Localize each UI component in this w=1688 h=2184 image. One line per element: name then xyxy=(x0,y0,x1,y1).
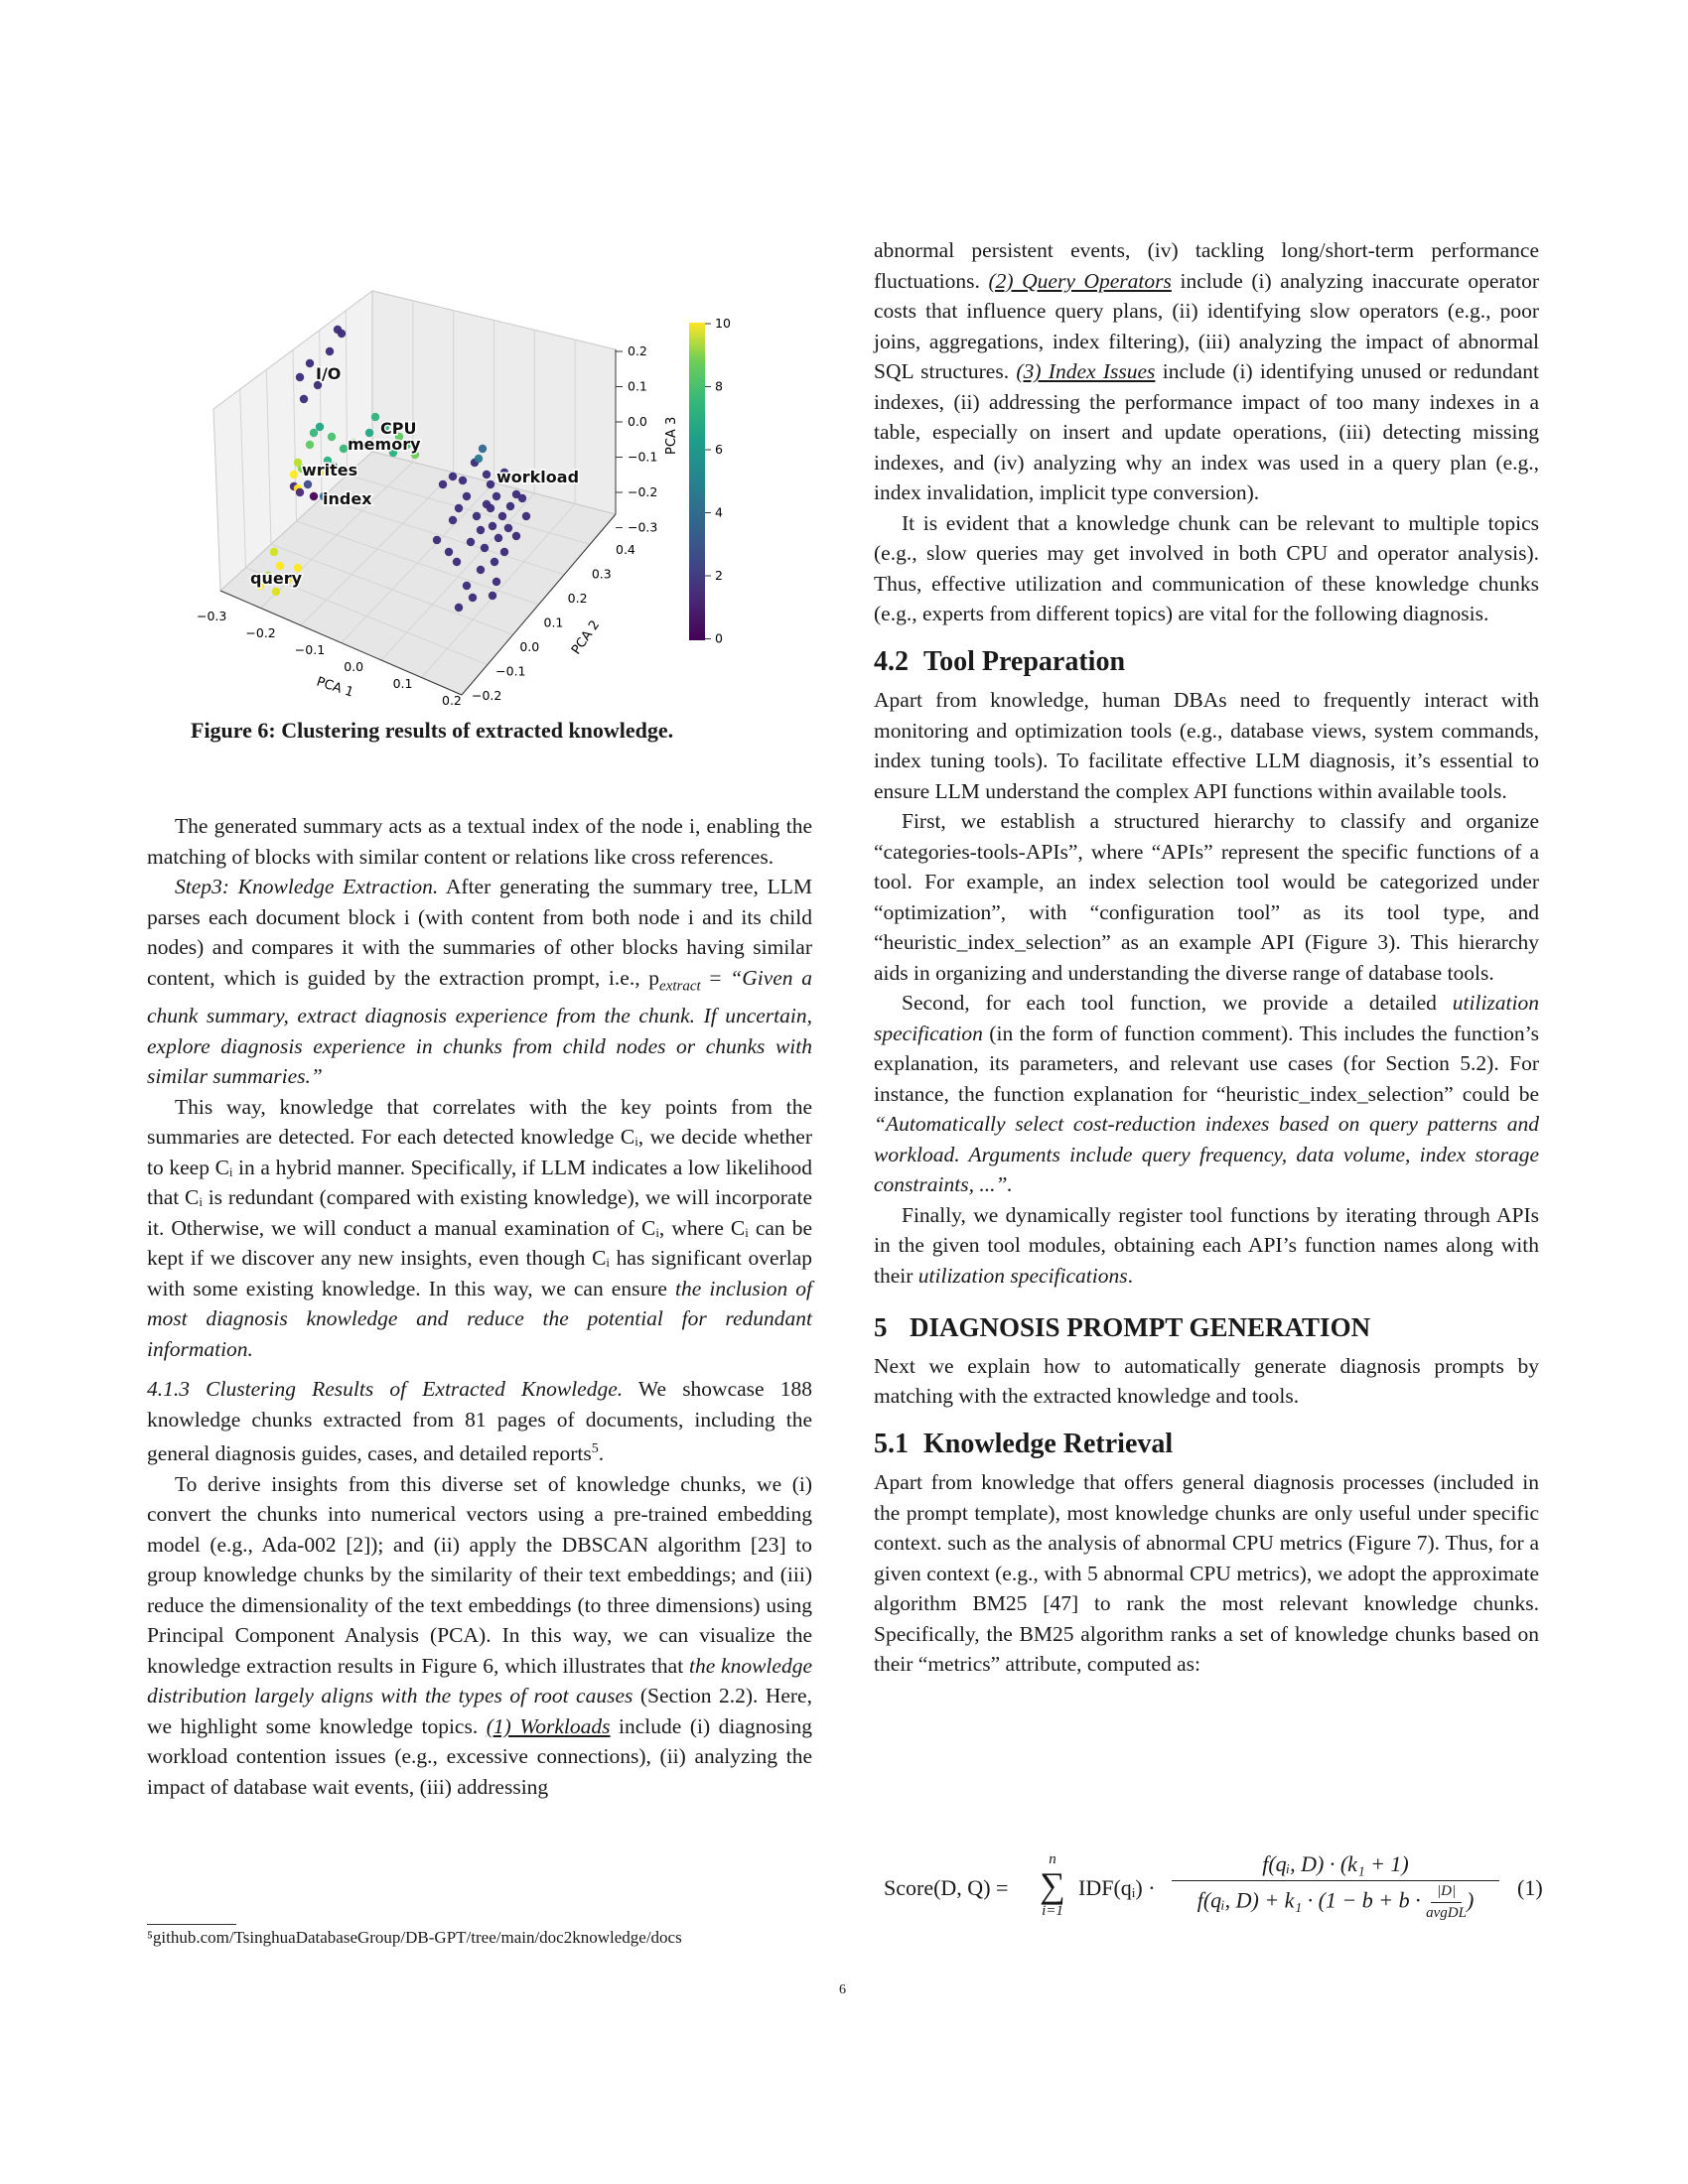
colorbar-tick-label: 4 xyxy=(715,504,723,520)
cluster-label-writes: writes xyxy=(302,461,358,479)
data-point xyxy=(455,604,463,612)
paragraph-summary-index: The generated summary acts as a textual index of the node i, enabling the matching of blocks with similar content or relations like cross references. xyxy=(147,814,812,869)
section-5-1-number: 5.1 xyxy=(874,1428,909,1459)
data-point xyxy=(300,395,308,403)
paragraph-retrieval: Apart from knowledge that offers general diagnosis processes (included in the prompt template), most knowledge chunks are only useful under specific context. such as the analysis of abnormal CPU metrics (Figure 7). Thus, for a given context (e.g., with 5 abnormal CPU metrics), we adopt the approximate algorithm BM25 [47] to rank the most relevant knowledge chunks. Specifically, the BM25 algorithm ranks a set of knowledge chunks based on their “metrics” attribute, computed as: xyxy=(874,1470,1539,1676)
cluster-label-index: index xyxy=(323,489,372,508)
data-point xyxy=(522,512,530,520)
eq-numerator: f(qᵢ, D) · (k₁ + 1) xyxy=(1172,1851,1499,1881)
paragraph-topics-cont xyxy=(874,235,1539,508)
data-point xyxy=(489,522,496,530)
data-point xyxy=(316,423,324,431)
data-point xyxy=(479,445,487,453)
section-5-1-title: Knowledge Retrieval xyxy=(923,1428,1174,1459)
data-point xyxy=(306,441,314,449)
data-point xyxy=(491,558,498,566)
data-point xyxy=(453,558,461,566)
section-5-number: 5 xyxy=(874,1312,888,1342)
z-tick-label: 0.1 xyxy=(628,378,647,394)
x-tick-label: −0.1 xyxy=(294,642,326,657)
insights-text: To derive insights from this diverse set of knowledge chunks, we (i) convert the chunks into numerical vectors using a pre-trained embedding model (e.g., Ada-002 [2]); and (ii) apply the DBSCAN algorithm [23] to group knowledge chunks by the similarity of their text embeddings; and (iii) reduce the dimensionality of the text embeddings (to three dimensions) using Principal Component Analysis (PCA). In this way, we can visualize the knowledge extraction results in Figure 6, which illustrates that xyxy=(147,1471,812,1678)
cluster-label-workload: workload xyxy=(496,468,580,486)
eq-denominator xyxy=(1172,1881,1499,1922)
data-point xyxy=(455,504,463,512)
data-point xyxy=(475,455,483,463)
extraction-prompt-quote: “Given a chunk summary, extract diagnosis experience from the chunk. If uncertain, explore diagnosis experience in chunks from child nodes or chunks with similar summaries.” xyxy=(147,965,812,1089)
colorbar-ticks xyxy=(705,316,731,646)
data-point xyxy=(463,492,471,500)
register-end: . xyxy=(1127,1263,1133,1288)
x-tick-label: −0.3 xyxy=(197,609,227,623)
spec-text: Second, for each tool function, we provide a detailed xyxy=(902,991,1453,1015)
paragraph-specification xyxy=(874,988,1539,1200)
clustering-end: . xyxy=(598,1441,605,1466)
data-point xyxy=(445,548,453,556)
eq-sum-upper: n xyxy=(1049,1851,1056,1867)
z-tick-label: 0.2 xyxy=(628,343,647,358)
index-issues-topic: (3) Index Issues xyxy=(1016,359,1156,383)
section-4-2-number: 4.2 xyxy=(874,645,909,677)
y-tick-label: −0.1 xyxy=(495,663,526,679)
data-point xyxy=(371,413,379,421)
eq-lhs: Score(D, Q) = xyxy=(884,1875,1009,1900)
paragraph-clustering xyxy=(147,1374,812,1469)
colorbar xyxy=(689,323,705,640)
data-point xyxy=(477,566,485,574)
y-tick-label: 0.3 xyxy=(591,566,612,582)
data-point xyxy=(449,516,457,524)
data-point xyxy=(306,359,314,367)
step3-text: After generating the summary tree, LLM parses each document block i (with content from both node i and its child nodes) and compares it with the summaries of other blocks having similar content, which is guided by the extraction prompt, i.e., p xyxy=(147,875,813,990)
data-point xyxy=(449,473,457,480)
data-point xyxy=(494,534,502,542)
section-4-2-title: Tool Preparation xyxy=(923,645,1126,677)
data-point xyxy=(483,500,491,508)
figure-caption: Figure 6: Clustering results of extracted knowledge. xyxy=(191,718,674,743)
eq-den-text: f(qᵢ, D) + k₁ · (1 − b + b · xyxy=(1196,1887,1427,1913)
data-point xyxy=(296,488,304,496)
section-4-2-heading xyxy=(874,647,1539,678)
subsection-4-1-3-heading: 4.1.3 Clustering Results of Extracted Knowledge. xyxy=(147,1377,624,1402)
data-point xyxy=(473,512,481,520)
eq-dl-den: avgDL xyxy=(1426,1905,1467,1921)
data-point xyxy=(489,592,496,600)
bm25-equation xyxy=(884,1851,1544,1931)
footnote: ⁵github.com/TsinghuaDatabaseGroup/DB-GPT/tree/main/doc2knowledge/docs xyxy=(147,1928,682,1947)
paragraph-step3 xyxy=(147,872,812,1092)
data-point xyxy=(304,480,312,488)
hybrid-emphasis: the inclusion of most diagnosis knowledge and reduce the potential for redundant information. xyxy=(147,1276,812,1361)
paragraph-hierarchy: First, we establish a structured hierarchy to classify and organize “categories-tools-APIs”, where “APIs” represent the specific functions of a tool. For example, an index selection tool would be categorized under “optimization”, with “configuration tool” as its tool type, and “heuristic_index_selection” as an example API (Figure 3). This hierarchy aids in organizing and understanding the diverse range of database tools. xyxy=(874,809,1539,985)
data-point xyxy=(270,548,278,556)
data-point xyxy=(506,502,514,510)
paragraph-register xyxy=(874,1200,1539,1292)
data-point xyxy=(328,433,336,441)
data-point xyxy=(433,536,441,544)
data-point xyxy=(340,445,348,453)
data-point xyxy=(481,544,489,552)
data-point xyxy=(504,524,512,532)
section-5-heading xyxy=(874,1312,1539,1343)
eq-dl-fraction xyxy=(1426,1883,1467,1922)
z-axis-label: PCA 3 xyxy=(664,416,679,455)
eq-sum-lower: i=1 xyxy=(1042,1903,1063,1919)
x-axis-label: PCA 1 xyxy=(314,674,355,701)
data-point xyxy=(492,492,500,500)
register-text: Finally, we dynamically register tool functions by iterating through APIs in the given tool modules, obtaining each API’s function names along with their xyxy=(874,1202,1539,1288)
y-tick-label: 0.0 xyxy=(519,639,540,654)
workloads-topic: (1) Workloads xyxy=(486,1713,611,1738)
spec-text-2: (in the form of function comment). This includes the function’s explanation, its parameters, and relevant use cases (for Section 5.2). For instance, the function explanation for “heuristic_index_selection” could be xyxy=(874,1021,1539,1106)
paragraph-prompt-gen: Next we explain how to automatically generate diagnosis prompts by matching with the extracted knowledge and tools. xyxy=(874,1353,1539,1408)
x-tick-label: −0.2 xyxy=(245,625,276,640)
topics-text: abnormal persistent events, (iv) tackling long/short-term performance fluctuations. xyxy=(874,238,1539,293)
cluster-label-io: I/O xyxy=(316,364,342,383)
data-point xyxy=(294,459,302,467)
cluster-label-query: query xyxy=(250,569,303,588)
colorbar-tick-label: 2 xyxy=(715,568,723,583)
eq-sum xyxy=(1035,1851,1070,1919)
colorbar-tick-label: 8 xyxy=(715,378,723,394)
footnote-ref: 5 xyxy=(591,1441,599,1457)
clustering-text: We showcase 188 knowledge chunks extracted from 81 pages of documents, including the general diagnosis guides, cases, and detailed reports xyxy=(147,1377,812,1466)
y-tick-label: 0.2 xyxy=(567,591,588,606)
insights-emphasis: the knowledge distribution largely aligns with the types of root causes xyxy=(147,1653,812,1708)
left-column xyxy=(147,811,812,1802)
z-tick-label: −0.2 xyxy=(628,484,658,499)
eq-dl-num: |D| xyxy=(1431,1883,1462,1903)
data-point xyxy=(338,330,346,338)
colorbar-tick-label: 6 xyxy=(715,442,723,457)
data-point xyxy=(467,538,475,546)
data-point xyxy=(469,594,477,602)
data-point xyxy=(483,471,491,478)
x-tick-label: 0.0 xyxy=(344,659,364,674)
topics-text-2: include (i) analyzing inaccurate operator costs that influence query plans, (ii) identifying slow operators (e.g., poor joins, aggregations, index filtering), (iii) analyzing the impact of abnormal SQL structures. xyxy=(874,268,1539,383)
data-point xyxy=(512,532,520,540)
x-tick-label: 0.1 xyxy=(392,676,413,691)
paragraph-tool-intro: Apart from knowledge, human DBAs need to frequently interact with monitoring and optimization tools (e.g., database views, system commands, index tuning tools). To facilitate effective LLM diagnosis, it’s essential to ensure LLM understand the complex API functions within available tools. xyxy=(874,688,1539,803)
paragraph-relevance: It is evident that a knowledge chunk can be relevant to multiple topics (e.g., slow queries may get involved in both CPU and operator analysis). Thus, effective utilization and communication of these knowledge chunks (e.g., experts from different topics) are vital for the following diagnosis. xyxy=(874,510,1539,625)
data-point xyxy=(296,373,304,381)
data-point xyxy=(310,492,318,500)
insights-text-3: include (i) diagnosing workload contention issues (e.g., excessive connections), (ii) analyzing the impact of database wait events, (iii) addressing xyxy=(147,1713,812,1799)
eq-den-close: ) xyxy=(1466,1887,1475,1913)
section-5-title: DIAGNOSIS PROMPT GENERATION xyxy=(910,1312,1371,1342)
topics-text-3: include (i) identifying unused or redundant indexes, (ii) addressing the performance impact of too many indexes in a table, especially on insert and update operations, (iii) detecting missing indexes, and (iv) analyzing why an index was used in a query plan (e.g., index invalidation, implicit type conversion). xyxy=(874,359,1539,504)
data-point xyxy=(518,494,526,502)
paragraph-hybrid-keep xyxy=(147,1092,812,1365)
spec-emphasis: utilization specification xyxy=(874,991,1539,1045)
cluster-label-cpu: CPU xyxy=(380,419,417,438)
data-point xyxy=(463,582,471,590)
data-point xyxy=(477,526,485,534)
equation-number: (1) xyxy=(1517,1875,1543,1900)
pca-3d-scatter-chart xyxy=(189,278,784,715)
data-point xyxy=(487,480,494,488)
data-point xyxy=(290,471,298,478)
spec-quote: “Automatically select cost-reduction indexes based on query patterns and workload. Arguments include query frequency, data volume, index storage constraints, ...”. xyxy=(874,1112,1539,1196)
y-tick-label: −0.2 xyxy=(472,688,502,703)
insights-text-2: (Section 2.2). Here, we highlight some knowledge topics. xyxy=(147,1684,812,1738)
register-emphasis: utilization specifications xyxy=(917,1263,1128,1288)
z-tick-label: −0.1 xyxy=(628,449,658,465)
data-point xyxy=(272,588,280,596)
eq-fraction xyxy=(1172,1851,1499,1922)
y-axis-label: PCA 2 xyxy=(568,617,604,658)
data-point xyxy=(439,480,447,488)
hybrid-text: This way, knowledge that correlates with the key points from the summaries are detected. For each detected knowledge Cᵢ, we decide whether to keep Cᵢ in a hybrid manner. Specifically, if LLM indicates a low likelihood that Cᵢ is redundant (compared with existing knowledge), we will incorporate it. Otherwise, we will conduct a manual examination of Cᵢ, where Cᵢ can be kept if we discover any new insights, even though Cᵢ has significant overlap with some existing knowledge. In this way, we can ensure xyxy=(147,1094,812,1300)
eq-idf: IDF(qᵢ) · xyxy=(1078,1875,1156,1900)
x-tick-label: 0.2 xyxy=(442,693,462,708)
paragraph-insights xyxy=(147,1469,812,1803)
prompt-subscript: extract xyxy=(659,977,701,994)
data-point xyxy=(492,578,500,586)
page-number: 6 xyxy=(839,1982,846,1997)
z-tick-label: −0.3 xyxy=(628,519,658,535)
cluster-label-memory: memory xyxy=(348,435,421,454)
step3-eq: = xyxy=(700,965,731,990)
right-column xyxy=(874,235,1539,1680)
step3-heading: Step3: Knowledge Extraction. xyxy=(175,875,439,898)
z-tick-label: 0.0 xyxy=(628,414,647,429)
colorbar-tick-label: 0 xyxy=(715,630,723,646)
section-5-1-heading xyxy=(874,1430,1539,1460)
data-point xyxy=(459,477,467,484)
y-tick-label: 0.1 xyxy=(543,614,564,630)
colorbar-tick-label: 10 xyxy=(715,316,731,331)
data-point xyxy=(498,512,506,520)
footnote-rule xyxy=(147,1924,236,1925)
query-operators-topic: (2) Query Operators xyxy=(988,268,1172,293)
data-point xyxy=(500,548,508,556)
y-tick-label: 0.4 xyxy=(616,542,635,557)
data-point xyxy=(326,347,334,355)
data-point xyxy=(310,429,318,437)
sigma-symbol: ∑ xyxy=(1040,1865,1065,1905)
